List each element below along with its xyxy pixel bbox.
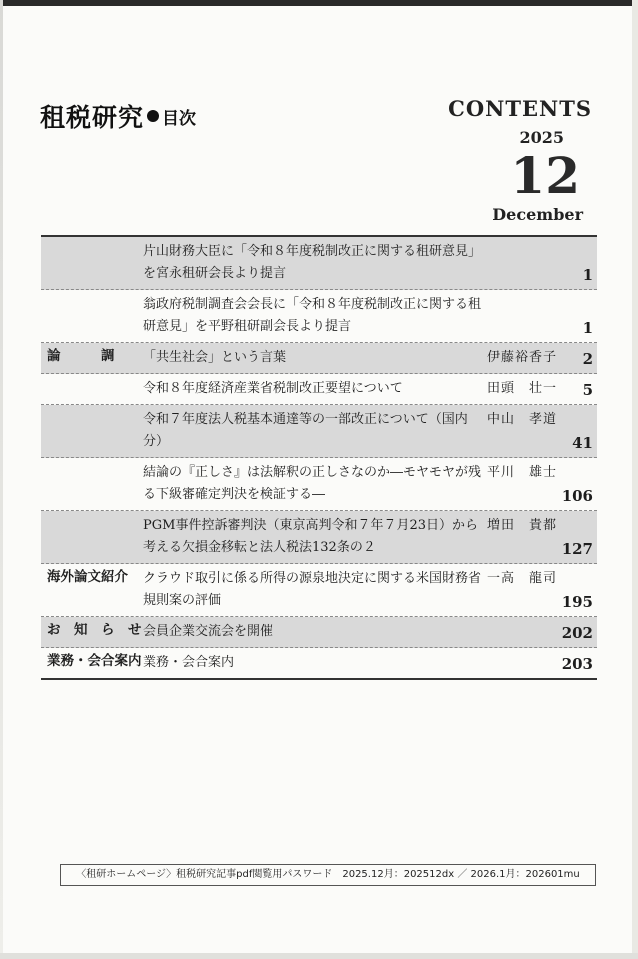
toc-entry[interactable] bbox=[41, 617, 597, 648]
toc-entry-page: 5 bbox=[582, 381, 593, 399]
toc-entry-title: クラウド取引に係る所得の源泉地決定に関する米国財務省規則案の評価 bbox=[143, 571, 482, 608]
toc-entry[interactable] bbox=[41, 458, 597, 511]
toc-entry-author: 増田 貴都 bbox=[487, 518, 558, 533]
toc-entry[interactable] bbox=[41, 374, 597, 405]
toc-entry-page: 203 bbox=[561, 655, 593, 673]
toc-entry[interactable] bbox=[41, 343, 597, 374]
issue-month: December bbox=[492, 205, 583, 224]
toc-entry-author: 伊藤裕香子 bbox=[487, 350, 558, 365]
toc-entry[interactable] bbox=[41, 648, 597, 680]
toc-entry-page: 127 bbox=[561, 540, 593, 558]
top-edge-rule bbox=[0, 0, 638, 6]
magazine-heading bbox=[40, 98, 196, 134]
bottom-edge-rule bbox=[0, 953, 638, 959]
password-note-box: 〈租研ホームページ〉租税研究記事pdf閲覧用パスワード 2025.12月：202512dx ／ 2026.1月：202601mu bbox=[60, 864, 596, 886]
toc-entry[interactable] bbox=[41, 564, 597, 617]
toc-entry-title: 結論の『正しさ』は法解釈の正しさなのか―モヤモヤが残る下級審確定判決を検証する― bbox=[143, 465, 482, 502]
toc-entry-page: 1 bbox=[582, 266, 593, 284]
toc-entry[interactable] bbox=[41, 405, 597, 458]
contents-label: CONTENTS bbox=[448, 96, 592, 121]
toc-entry-page: 41 bbox=[572, 434, 593, 452]
toc-entry-page: 195 bbox=[561, 593, 593, 611]
page-right-edge bbox=[632, 0, 638, 959]
toc-entry-author: 中山 孝道 bbox=[487, 412, 558, 427]
toc-entry-page: 2 bbox=[582, 350, 593, 368]
toc-entry-page: 106 bbox=[561, 487, 593, 505]
bullet-dot-icon bbox=[147, 110, 159, 122]
issue-number: 12 bbox=[510, 146, 580, 205]
toc-entry-title: 令和７年度法人税基本通達等の一部改正について（国内分） bbox=[143, 412, 468, 449]
toc-category: お 知 ら せ bbox=[47, 622, 142, 638]
toc-entry-title: 会員企業交流会を開催 bbox=[143, 624, 274, 639]
toc-entry-title: 令和８年度経済産業省税制改正要望について bbox=[143, 381, 403, 396]
toc-entry-title: 業務・会合案内 bbox=[143, 655, 235, 670]
toc-category: 海外論文紹介 bbox=[47, 569, 128, 585]
toc-entry-page: 1 bbox=[582, 319, 593, 337]
toc-entry-author: 田頭 壮一 bbox=[487, 381, 558, 396]
toc-entry-title: 「共生社会」という言葉 bbox=[143, 350, 287, 365]
page-left-edge bbox=[0, 0, 3, 959]
toc-entry-title: 翁政府税制調査会会長に「令和８年度税制改正に関する租研意見」を平野租研副会長より提言 bbox=[143, 297, 482, 334]
toc-entry-title: PGM事件控訴審判決（東京高判令和７年７月23日）から考える欠損金移転と法人税法132条の２ bbox=[143, 518, 478, 555]
toc-entry-title: 片山財務大臣に「令和８年度税制改正に関する租研意見」を宮永租研会長より提言 bbox=[143, 244, 482, 281]
toc-entry-page: 202 bbox=[561, 624, 593, 642]
issue-year: 2025 bbox=[519, 128, 564, 147]
toc-entry-author: 一高 龍司 bbox=[487, 571, 558, 586]
toc-entry-author: 平川 雄士 bbox=[487, 465, 558, 480]
toc-entry[interactable] bbox=[41, 237, 597, 290]
magazine-name: 租税研究 bbox=[40, 103, 145, 132]
toc-category: 業務・会合案内 bbox=[47, 653, 142, 669]
toc-entry[interactable] bbox=[41, 290, 597, 343]
table-of-contents bbox=[41, 235, 597, 680]
section-label: 目次 bbox=[162, 108, 197, 129]
toc-entry[interactable] bbox=[41, 511, 597, 564]
toc-category: 論 調 bbox=[47, 348, 115, 364]
